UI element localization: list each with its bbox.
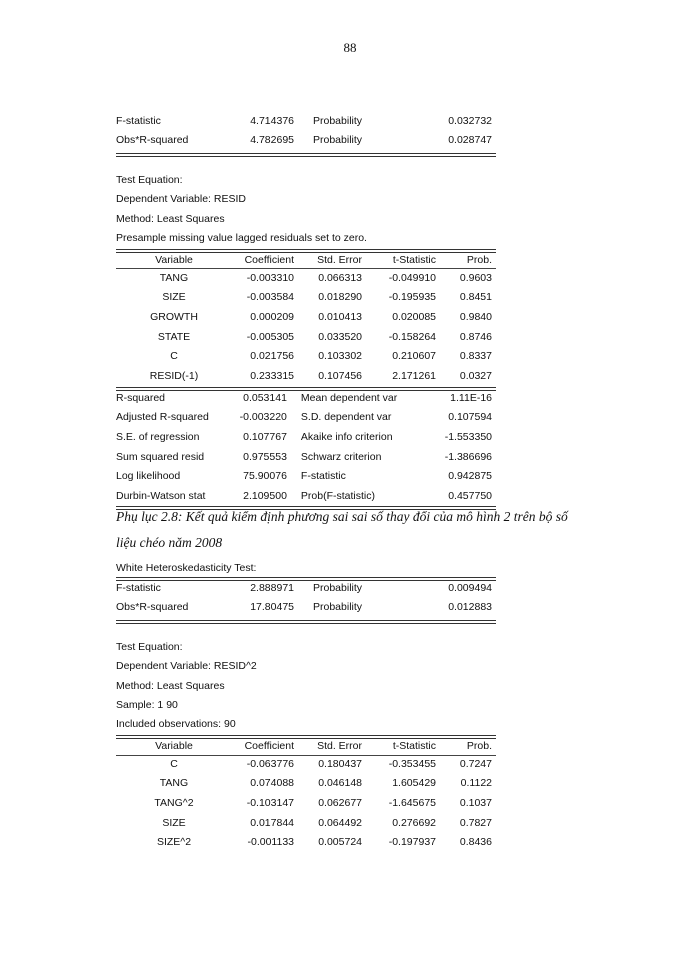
- appendix-caption-line2: liệu chéo năm 2008: [116, 535, 223, 550]
- table-cell: 0.7247: [459, 757, 492, 770]
- test1-stats-table: [116, 388, 496, 506]
- col-header: Std. Error: [317, 253, 362, 266]
- table-cell: 0.033520: [318, 330, 362, 343]
- table-row: [116, 346, 496, 366]
- table-cell: TANG: [159, 271, 189, 284]
- table-cell: SIZE: [162, 291, 186, 304]
- page-number: 88: [343, 40, 357, 55]
- table-header-row: [116, 253, 496, 266]
- stats-row: [116, 486, 496, 506]
- table-cell: TANG: [159, 777, 189, 790]
- table-cell: Durbin-Watson stat: [116, 489, 206, 502]
- table-cell: 0.000209: [250, 310, 294, 323]
- table-row: [116, 327, 496, 347]
- table-cell: 0.942875: [448, 470, 492, 483]
- test2-obsr2-label: Obs*R-squared: [116, 601, 189, 613]
- table-cell: S.D. dependent var: [300, 411, 392, 424]
- table-cell: 0.8451: [459, 291, 492, 304]
- table-cell: Schwarz criterion: [300, 450, 382, 463]
- table-cell: 0.457750: [448, 489, 492, 502]
- test1-info-line: Dependent Variable: RESID: [116, 193, 246, 205]
- appendix-caption: Phụ lục 2.8: Kết quả kiểm định phương sai sai số thay đổi của mô hình 2 trên bộ số: [116, 509, 568, 524]
- table-row: [116, 366, 496, 386]
- stats-row: [116, 427, 496, 447]
- test1-info-line: Method: Least Squares: [116, 213, 225, 225]
- table-cell: 0.180437: [318, 757, 362, 770]
- test2-info-line: Sample: 1 90: [116, 699, 178, 711]
- test2-coefficient-table: [116, 739, 496, 752]
- test2-title: White Heteroskedasticity Test:: [116, 562, 257, 574]
- table-row: [116, 832, 496, 852]
- table-cell: GROWTH: [150, 310, 198, 323]
- stats-row: [116, 447, 496, 467]
- table-cell: 0.005724: [318, 836, 362, 849]
- table-cell: 0.046148: [318, 777, 362, 790]
- table-cell: 1.605429: [392, 777, 436, 790]
- table-row: [116, 288, 496, 308]
- table-header-row: [116, 739, 496, 752]
- test1-info-line: Test Equation:: [116, 174, 183, 186]
- table-cell: 0.018290: [318, 291, 362, 304]
- table-cell: 0.210607: [392, 350, 436, 363]
- table-cell: -0.195935: [388, 291, 436, 304]
- table-cell: SIZE: [162, 816, 186, 829]
- table-cell: 0.107594: [448, 411, 492, 424]
- table-cell: Prob(F-statistic): [300, 489, 375, 502]
- table-cell: 0.1122: [460, 777, 492, 790]
- test1-coef-rows: [116, 268, 496, 386]
- test1-fstat-value: 4.714376: [250, 115, 294, 127]
- table-cell: -1.386696: [444, 450, 492, 463]
- stats-row: [116, 408, 496, 428]
- table-cell: 0.064492: [318, 816, 362, 829]
- test1-fstat-prob-label: Probability: [313, 115, 363, 127]
- table-cell: 0.8337: [459, 350, 492, 363]
- test2-obsr2-prob-value: 0.012883: [448, 601, 492, 613]
- table-cell: -1.553350: [444, 430, 492, 443]
- col-header: Coefficient: [244, 739, 294, 752]
- col-header: Coefficient: [244, 253, 294, 266]
- table-row: [116, 813, 496, 833]
- table-cell: -0.197937: [388, 836, 436, 849]
- table-cell: Adjusted R-squared: [116, 411, 209, 424]
- table-cell: 0.276692: [392, 816, 436, 829]
- col-header: Std. Error: [317, 739, 362, 752]
- table-cell: 0.066313: [318, 271, 362, 284]
- table-cell: S.E. of regression: [116, 430, 200, 443]
- table-cell: STATE: [157, 330, 191, 343]
- table-cell: 0.7827: [459, 816, 492, 829]
- test2-fstat-value: 2.888971: [250, 582, 294, 594]
- table-cell: -0.353455: [388, 757, 436, 770]
- test2-obsr2-value: 17.80475: [250, 601, 294, 613]
- col-header: Variable: [155, 739, 193, 752]
- test2-info-line: Dependent Variable: RESID^2: [116, 660, 257, 672]
- table-cell: 0.107456: [318, 369, 362, 382]
- test1-obsr2-prob-value: 0.028747: [448, 134, 492, 146]
- table-cell: -1.645675: [388, 796, 436, 809]
- stats-row: [116, 388, 496, 408]
- table-cell: 2.171261: [392, 369, 436, 382]
- table-row: [116, 754, 496, 774]
- table-cell: -0.158264: [388, 330, 436, 343]
- table-cell: 0.8746: [459, 330, 492, 343]
- table-cell: 0.020085: [392, 310, 436, 323]
- test1-obsr2-prob-label: Probability: [313, 134, 363, 146]
- test2-fstat-label: F-statistic: [116, 582, 161, 594]
- table-row: [116, 307, 496, 327]
- table-cell: 0.975553: [243, 450, 287, 463]
- table-cell: R-squared: [116, 391, 166, 404]
- table-cell: RESID(-1): [149, 369, 199, 382]
- table-cell: -0.001133: [247, 836, 294, 849]
- test1-obsr2-label: Obs*R-squared: [116, 134, 189, 146]
- table-cell: 0.1037: [459, 796, 492, 809]
- table-cell: 2.109500: [243, 489, 287, 502]
- table-cell: 0.053141: [243, 391, 287, 404]
- table-cell: Akaike info criterion: [300, 430, 393, 443]
- col-header: t-Statistic: [392, 253, 436, 266]
- table-cell: Sum squared resid: [116, 450, 205, 463]
- col-header: Prob.: [466, 253, 492, 266]
- table-cell: -0.003220: [239, 411, 287, 424]
- col-header: t-Statistic: [392, 739, 436, 752]
- test2-info-line: Included observations: 90: [116, 718, 236, 730]
- test1-fstat-prob-value: 0.032732: [448, 115, 492, 127]
- divider: [116, 153, 496, 157]
- table-cell: 0.107767: [243, 430, 287, 443]
- table-cell: -0.063776: [246, 757, 294, 770]
- test2-fstat-prob-value: 0.009494: [448, 582, 492, 594]
- table-cell: 0.010413: [318, 310, 362, 323]
- table-cell: Mean dependent var: [300, 391, 398, 404]
- divider: [116, 620, 496, 624]
- table-cell: 0.074088: [250, 777, 294, 790]
- col-header: Variable: [155, 253, 193, 266]
- table-cell: F-statistic: [300, 470, 346, 483]
- table-cell: 1.11E-16: [450, 391, 492, 404]
- test2-info-line: Method: Least Squares: [116, 680, 225, 692]
- table-cell: 0.9840: [459, 310, 492, 323]
- table-cell: 0.017844: [250, 816, 294, 829]
- table-cell: -0.103147: [246, 796, 294, 809]
- table-cell: C: [170, 350, 178, 363]
- test1-coefficient-table: [116, 253, 496, 266]
- test1-obsr2-value: 4.782695: [250, 134, 294, 146]
- table-cell: 0.233315: [250, 369, 294, 382]
- table-cell: 75.90076: [243, 470, 287, 483]
- table-cell: 0.103302: [318, 350, 362, 363]
- table-cell: 0.021756: [250, 350, 294, 363]
- table-cell: 0.9603: [459, 271, 492, 284]
- table-cell: 0.062677: [318, 796, 362, 809]
- table-cell: -0.005305: [246, 330, 294, 343]
- table-cell: 0.8436: [459, 836, 492, 849]
- table-row: [116, 774, 496, 794]
- test2-coef-rows: [116, 754, 496, 852]
- table-cell: SIZE^2: [156, 836, 192, 849]
- table-cell: -0.049910: [388, 271, 436, 284]
- table-row: [116, 268, 496, 288]
- table-cell: TANG^2: [154, 796, 194, 809]
- col-header: Prob.: [466, 739, 492, 752]
- table-row: [116, 793, 496, 813]
- divider: [116, 577, 496, 581]
- test2-info-line: Test Equation:: [116, 641, 183, 653]
- table-cell: 0.0327: [459, 369, 492, 382]
- test1-fstat-label: F-statistic: [116, 115, 161, 127]
- test2-fstat-prob-label: Probability: [313, 582, 363, 594]
- stats-row: [116, 466, 496, 486]
- table-cell: -0.003310: [246, 271, 294, 284]
- table-cell: Log likelihood: [116, 470, 181, 483]
- test2-obsr2-prob-label: Probability: [313, 601, 363, 613]
- test1-info-line: Presample missing value lagged residuals set to zero.: [116, 232, 367, 244]
- table-cell: -0.003584: [246, 291, 294, 304]
- table-cell: C: [170, 757, 178, 770]
